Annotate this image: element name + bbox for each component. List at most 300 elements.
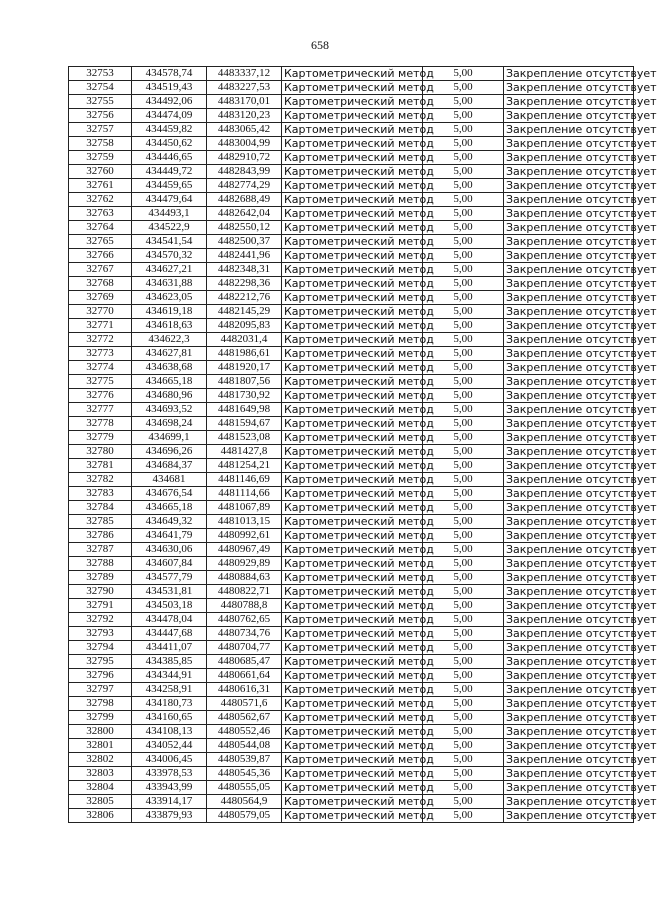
fixing-cell: Закрепление отсутствует [504, 641, 634, 655]
coordinates-table-body [69, 67, 657, 823]
x-coordinate-cell: 434344,91 [132, 669, 207, 683]
x-coordinate-cell: 434459,82 [132, 123, 207, 137]
method-cell: Картометрический метод [282, 795, 423, 809]
method-cell: Картометрический метод [282, 529, 423, 543]
method-cell: Картометрический метод [282, 67, 423, 81]
precision-cell: 5,00 [423, 445, 504, 459]
fixing-cell: Закрепление отсутствует [504, 95, 634, 109]
y-coordinate-cell: 4482298,36 [207, 277, 282, 291]
method-cell: Картометрический метод [282, 459, 423, 473]
method-cell: Картометрический метод [282, 445, 423, 459]
point-number-cell: 32777 [69, 403, 132, 417]
method-cell: Картометрический метод [282, 599, 423, 613]
fixing-cell: Закрепление отсутствует [504, 725, 634, 739]
x-coordinate-cell: 434411,07 [132, 641, 207, 655]
precision-cell: 5,00 [423, 669, 504, 683]
x-coordinate-cell: 434052,44 [132, 739, 207, 753]
method-cell: Картометрический метод [282, 95, 423, 109]
precision-cell: 5,00 [423, 81, 504, 95]
fixing-cell: Закрепление отсутствует [504, 501, 634, 515]
table-row [69, 319, 634, 333]
point-number-cell: 32803 [69, 767, 132, 781]
table-row [69, 263, 634, 277]
point-number-cell: 32753 [69, 67, 132, 81]
y-coordinate-cell: 4481067,89 [207, 501, 282, 515]
fixing-cell: Закрепление отсутствует [504, 165, 634, 179]
y-coordinate-cell: 4480555,05 [207, 781, 282, 795]
method-cell: Картометрический метод [282, 501, 423, 515]
page-number: 658 [311, 38, 329, 52]
table-row [69, 305, 634, 319]
point-number-cell: 32806 [69, 809, 132, 823]
method-cell: Картометрический метод [282, 753, 423, 767]
precision-cell: 5,00 [423, 291, 504, 305]
point-number-cell: 32805 [69, 795, 132, 809]
y-coordinate-cell: 4481523,08 [207, 431, 282, 445]
precision-cell: 5,00 [423, 347, 504, 361]
x-coordinate-cell: 434446,65 [132, 151, 207, 165]
y-coordinate-cell: 4483170,01 [207, 95, 282, 109]
table-row [69, 123, 634, 137]
y-coordinate-cell: 4481807,56 [207, 375, 282, 389]
fixing-cell: Закрепление отсутствует [504, 137, 634, 151]
table-row [69, 67, 634, 81]
precision-cell: 5,00 [423, 501, 504, 515]
table-row [69, 767, 634, 781]
point-number-cell: 32791 [69, 599, 132, 613]
precision-cell: 5,00 [423, 67, 504, 81]
method-cell: Картометрический метод [282, 473, 423, 487]
x-coordinate-cell: 434630,06 [132, 543, 207, 557]
y-coordinate-cell: 4482095,83 [207, 319, 282, 333]
fixing-cell: Закрепление отсутствует [504, 459, 634, 473]
point-number-cell: 32770 [69, 305, 132, 319]
fixing-cell: Закрепление отсутствует [504, 669, 634, 683]
y-coordinate-cell: 4480992,61 [207, 529, 282, 543]
point-number-cell: 32774 [69, 361, 132, 375]
method-cell: Картометрический метод [282, 361, 423, 375]
x-coordinate-cell: 434541,54 [132, 235, 207, 249]
point-number-cell: 32755 [69, 95, 132, 109]
point-number-cell: 32782 [69, 473, 132, 487]
table-row [69, 431, 634, 445]
x-coordinate-cell: 434479,64 [132, 193, 207, 207]
precision-cell: 5,00 [423, 585, 504, 599]
point-number-cell: 32787 [69, 543, 132, 557]
table-row [69, 571, 634, 585]
method-cell: Картометрический метод [282, 109, 423, 123]
precision-cell: 5,00 [423, 641, 504, 655]
y-coordinate-cell: 4480704,77 [207, 641, 282, 655]
x-coordinate-cell: 433879,93 [132, 809, 207, 823]
point-number-cell: 32766 [69, 249, 132, 263]
y-coordinate-cell: 4480539,87 [207, 753, 282, 767]
fixing-cell: Закрепление отсутствует [504, 529, 634, 543]
fixing-cell: Закрепление отсутствует [504, 683, 634, 697]
method-cell: Картометрический метод [282, 627, 423, 641]
y-coordinate-cell: 4481920,17 [207, 361, 282, 375]
precision-cell: 5,00 [423, 655, 504, 669]
table-row [69, 221, 634, 235]
table-row [69, 235, 634, 249]
y-coordinate-cell: 4482441,96 [207, 249, 282, 263]
table-row [69, 459, 634, 473]
x-coordinate-cell: 434570,32 [132, 249, 207, 263]
method-cell: Картометрический метод [282, 739, 423, 753]
table-row [69, 291, 634, 305]
point-number-cell: 32761 [69, 179, 132, 193]
table-row [69, 613, 634, 627]
y-coordinate-cell: 4480616,31 [207, 683, 282, 697]
fixing-cell: Закрепление отсутствует [504, 445, 634, 459]
method-cell: Картометрический метод [282, 263, 423, 277]
precision-cell: 5,00 [423, 179, 504, 193]
fixing-cell: Закрепление отсутствует [504, 655, 634, 669]
x-coordinate-cell: 434180,73 [132, 697, 207, 711]
point-number-cell: 32794 [69, 641, 132, 655]
fixing-cell: Закрепление отсутствует [504, 795, 634, 809]
method-cell: Картометрический метод [282, 585, 423, 599]
table-row [69, 627, 634, 641]
y-coordinate-cell: 4481254,21 [207, 459, 282, 473]
precision-cell: 5,00 [423, 193, 504, 207]
x-coordinate-cell: 434696,26 [132, 445, 207, 459]
fixing-cell: Закрепление отсутствует [504, 207, 634, 221]
fixing-cell: Закрепление отсутствует [504, 585, 634, 599]
precision-cell: 5,00 [423, 431, 504, 445]
precision-cell: 5,00 [423, 753, 504, 767]
x-coordinate-cell: 434578,74 [132, 67, 207, 81]
x-coordinate-cell: 434665,18 [132, 375, 207, 389]
table-row [69, 669, 634, 683]
method-cell: Картометрический метод [282, 613, 423, 627]
y-coordinate-cell: 4480822,71 [207, 585, 282, 599]
x-coordinate-cell: 434693,52 [132, 403, 207, 417]
precision-cell: 5,00 [423, 123, 504, 137]
point-number-cell: 32778 [69, 417, 132, 431]
precision-cell: 5,00 [423, 235, 504, 249]
y-coordinate-cell: 4483227,53 [207, 81, 282, 95]
x-coordinate-cell: 434680,96 [132, 389, 207, 403]
y-coordinate-cell: 4480661,64 [207, 669, 282, 683]
x-coordinate-cell: 434684,37 [132, 459, 207, 473]
precision-cell: 5,00 [423, 221, 504, 235]
fixing-cell: Закрепление отсутствует [504, 179, 634, 193]
fixing-cell: Закрепление отсутствует [504, 739, 634, 753]
fixing-cell: Закрепление отсутствует [504, 487, 634, 501]
table-row [69, 137, 634, 151]
x-coordinate-cell: 434607,84 [132, 557, 207, 571]
x-coordinate-cell: 434449,72 [132, 165, 207, 179]
method-cell: Картометрический метод [282, 711, 423, 725]
point-number-cell: 32757 [69, 123, 132, 137]
fixing-cell: Закрепление отсутствует [504, 557, 634, 571]
precision-cell: 5,00 [423, 389, 504, 403]
fixing-cell: Закрепление отсутствует [504, 403, 634, 417]
precision-cell: 5,00 [423, 137, 504, 151]
x-coordinate-cell: 434649,32 [132, 515, 207, 529]
point-number-cell: 32765 [69, 235, 132, 249]
y-coordinate-cell: 4480564,9 [207, 795, 282, 809]
precision-cell: 5,00 [423, 207, 504, 221]
precision-cell: 5,00 [423, 781, 504, 795]
y-coordinate-cell: 4480544,08 [207, 739, 282, 753]
method-cell: Картометрический метод [282, 249, 423, 263]
fixing-cell: Закрепление отсутствует [504, 123, 634, 137]
fixing-cell: Закрепление отсутствует [504, 347, 634, 361]
table-row [69, 655, 634, 669]
x-coordinate-cell: 434450,62 [132, 137, 207, 151]
point-number-cell: 32804 [69, 781, 132, 795]
y-coordinate-cell: 4481114,66 [207, 487, 282, 501]
table-row [69, 361, 634, 375]
point-number-cell: 32785 [69, 515, 132, 529]
precision-cell: 5,00 [423, 277, 504, 291]
x-coordinate-cell: 434618,63 [132, 319, 207, 333]
table-row [69, 179, 634, 193]
method-cell: Картометрический метод [282, 431, 423, 445]
x-coordinate-cell: 434492,06 [132, 95, 207, 109]
table-row [69, 193, 634, 207]
y-coordinate-cell: 4480685,47 [207, 655, 282, 669]
fixing-cell: Закрепление отсутствует [504, 319, 634, 333]
precision-cell: 5,00 [423, 613, 504, 627]
fixing-cell: Закрепление отсутствует [504, 67, 634, 81]
table-row [69, 445, 634, 459]
precision-cell: 5,00 [423, 725, 504, 739]
x-coordinate-cell: 434474,09 [132, 109, 207, 123]
fixing-cell: Закрепление отсутствует [504, 305, 634, 319]
fixing-cell: Закрепление отсутствует [504, 277, 634, 291]
method-cell: Картометрический метод [282, 277, 423, 291]
method-cell: Картометрический метод [282, 333, 423, 347]
method-cell: Картометрический метод [282, 347, 423, 361]
point-number-cell: 32781 [69, 459, 132, 473]
method-cell: Картометрический метод [282, 515, 423, 529]
y-coordinate-cell: 4481986,61 [207, 347, 282, 361]
precision-cell: 5,00 [423, 305, 504, 319]
precision-cell: 5,00 [423, 571, 504, 585]
point-number-cell: 32783 [69, 487, 132, 501]
precision-cell: 5,00 [423, 515, 504, 529]
method-cell: Картометрический метод [282, 165, 423, 179]
y-coordinate-cell: 4480929,89 [207, 557, 282, 571]
x-coordinate-cell: 434447,68 [132, 627, 207, 641]
fixing-cell: Закрепление отсутствует [504, 333, 634, 347]
table-row [69, 389, 634, 403]
fixing-cell: Закрепление отсутствует [504, 543, 634, 557]
point-number-cell: 32758 [69, 137, 132, 151]
point-number-cell: 32768 [69, 277, 132, 291]
point-number-cell: 32759 [69, 151, 132, 165]
precision-cell: 5,00 [423, 809, 504, 823]
precision-cell: 5,00 [423, 403, 504, 417]
point-number-cell: 32775 [69, 375, 132, 389]
x-coordinate-cell: 434108,13 [132, 725, 207, 739]
point-number-cell: 32773 [69, 347, 132, 361]
x-coordinate-cell: 434478,04 [132, 613, 207, 627]
method-cell: Картометрический метод [282, 81, 423, 95]
point-number-cell: 32795 [69, 655, 132, 669]
precision-cell: 5,00 [423, 767, 504, 781]
y-coordinate-cell: 4480571,6 [207, 697, 282, 711]
fixing-cell: Закрепление отсутствует [504, 151, 634, 165]
point-number-cell: 32790 [69, 585, 132, 599]
y-coordinate-cell: 4482774,29 [207, 179, 282, 193]
y-coordinate-cell: 4483065,42 [207, 123, 282, 137]
method-cell: Картометрический метод [282, 137, 423, 151]
table-row [69, 347, 634, 361]
y-coordinate-cell: 4480562,67 [207, 711, 282, 725]
fixing-cell: Закрепление отсутствует [504, 81, 634, 95]
table-row [69, 585, 634, 599]
point-number-cell: 32764 [69, 221, 132, 235]
precision-cell: 5,00 [423, 151, 504, 165]
precision-cell: 5,00 [423, 683, 504, 697]
fixing-cell: Закрепление отсутствует [504, 809, 634, 823]
x-coordinate-cell: 434519,43 [132, 81, 207, 95]
method-cell: Картометрический метод [282, 235, 423, 249]
table-row [69, 529, 634, 543]
table-row [69, 515, 634, 529]
table-row [69, 473, 634, 487]
table-row [69, 165, 634, 179]
point-number-cell: 32772 [69, 333, 132, 347]
point-number-cell: 32756 [69, 109, 132, 123]
x-coordinate-cell: 434698,24 [132, 417, 207, 431]
x-coordinate-cell: 434676,54 [132, 487, 207, 501]
precision-cell: 5,00 [423, 375, 504, 389]
x-coordinate-cell: 434631,88 [132, 277, 207, 291]
y-coordinate-cell: 4482212,76 [207, 291, 282, 305]
table-row [69, 417, 634, 431]
method-cell: Картометрический метод [282, 781, 423, 795]
y-coordinate-cell: 4483337,12 [207, 67, 282, 81]
method-cell: Картометрический метод [282, 305, 423, 319]
table-row [69, 277, 634, 291]
fixing-cell: Закрепление отсутствует [504, 249, 634, 263]
y-coordinate-cell: 4480884,63 [207, 571, 282, 585]
method-cell: Картометрический метод [282, 403, 423, 417]
y-coordinate-cell: 4483004,99 [207, 137, 282, 151]
table-row [69, 809, 634, 823]
point-number-cell: 32796 [69, 669, 132, 683]
x-coordinate-cell: 434619,18 [132, 305, 207, 319]
point-number-cell: 32792 [69, 613, 132, 627]
precision-cell: 5,00 [423, 697, 504, 711]
precision-cell: 5,00 [423, 249, 504, 263]
table-row [69, 333, 634, 347]
table-row [69, 725, 634, 739]
method-cell: Картометрический метод [282, 683, 423, 697]
point-number-cell: 32769 [69, 291, 132, 305]
x-coordinate-cell: 433978,53 [132, 767, 207, 781]
precision-cell: 5,00 [423, 109, 504, 123]
x-coordinate-cell: 434627,21 [132, 263, 207, 277]
method-cell: Картометрический метод [282, 697, 423, 711]
y-coordinate-cell: 4482031,4 [207, 333, 282, 347]
fixing-cell: Закрепление отсутствует [504, 767, 634, 781]
fixing-cell: Закрепление отсутствует [504, 235, 634, 249]
precision-cell: 5,00 [423, 473, 504, 487]
x-coordinate-cell: 433943,99 [132, 781, 207, 795]
point-number-cell: 32802 [69, 753, 132, 767]
method-cell: Картометрический метод [282, 221, 423, 235]
point-number-cell: 32771 [69, 319, 132, 333]
precision-cell: 5,00 [423, 333, 504, 347]
y-coordinate-cell: 4481594,67 [207, 417, 282, 431]
x-coordinate-cell: 434160,65 [132, 711, 207, 725]
x-coordinate-cell: 434665,18 [132, 501, 207, 515]
y-coordinate-cell: 4482500,37 [207, 235, 282, 249]
point-number-cell: 32763 [69, 207, 132, 221]
x-coordinate-cell: 434627,81 [132, 347, 207, 361]
fixing-cell: Закрепление отсутствует [504, 711, 634, 725]
method-cell: Картометрический метод [282, 193, 423, 207]
table-row [69, 501, 634, 515]
precision-cell: 5,00 [423, 459, 504, 473]
method-cell: Картометрический метод [282, 123, 423, 137]
y-coordinate-cell: 4481146,69 [207, 473, 282, 487]
y-coordinate-cell: 4482642,04 [207, 207, 282, 221]
coordinates-table [68, 66, 657, 823]
precision-cell: 5,00 [423, 417, 504, 431]
y-coordinate-cell: 4481649,98 [207, 403, 282, 417]
x-coordinate-cell: 434699,1 [132, 431, 207, 445]
x-coordinate-cell: 434681 [132, 473, 207, 487]
point-number-cell: 32799 [69, 711, 132, 725]
x-coordinate-cell: 434622,3 [132, 333, 207, 347]
point-number-cell: 32754 [69, 81, 132, 95]
method-cell: Картометрический метод [282, 375, 423, 389]
table-row [69, 151, 634, 165]
point-number-cell: 32760 [69, 165, 132, 179]
precision-cell: 5,00 [423, 711, 504, 725]
y-coordinate-cell: 4480545,36 [207, 767, 282, 781]
table-row [69, 739, 634, 753]
method-cell: Картометрический метод [282, 767, 423, 781]
x-coordinate-cell: 434623,05 [132, 291, 207, 305]
fixing-cell: Закрепление отсутствует [504, 417, 634, 431]
y-coordinate-cell: 4481427,8 [207, 445, 282, 459]
x-coordinate-cell: 434258,91 [132, 683, 207, 697]
table-row [69, 249, 634, 263]
y-coordinate-cell: 4482348,31 [207, 263, 282, 277]
y-coordinate-cell: 4480967,49 [207, 543, 282, 557]
precision-cell: 5,00 [423, 627, 504, 641]
method-cell: Картометрический метод [282, 417, 423, 431]
table-row [69, 781, 634, 795]
table-row [69, 599, 634, 613]
precision-cell: 5,00 [423, 487, 504, 501]
method-cell: Картометрический метод [282, 655, 423, 669]
precision-cell: 5,00 [423, 543, 504, 557]
method-cell: Картометрический метод [282, 151, 423, 165]
x-coordinate-cell: 434503,18 [132, 599, 207, 613]
fixing-cell: Закрепление отсутствует [504, 571, 634, 585]
precision-cell: 5,00 [423, 529, 504, 543]
y-coordinate-cell: 4480762,65 [207, 613, 282, 627]
fixing-cell: Закрепление отсутствует [504, 781, 634, 795]
fixing-cell: Закрепление отсутствует [504, 361, 634, 375]
fixing-cell: Закрепление отсутствует [504, 697, 634, 711]
y-coordinate-cell: 4482550,12 [207, 221, 282, 235]
fixing-cell: Закрепление отсутствует [504, 627, 634, 641]
precision-cell: 5,00 [423, 165, 504, 179]
fixing-cell: Закрепление отсутствует [504, 753, 634, 767]
point-number-cell: 32800 [69, 725, 132, 739]
point-number-cell: 32784 [69, 501, 132, 515]
